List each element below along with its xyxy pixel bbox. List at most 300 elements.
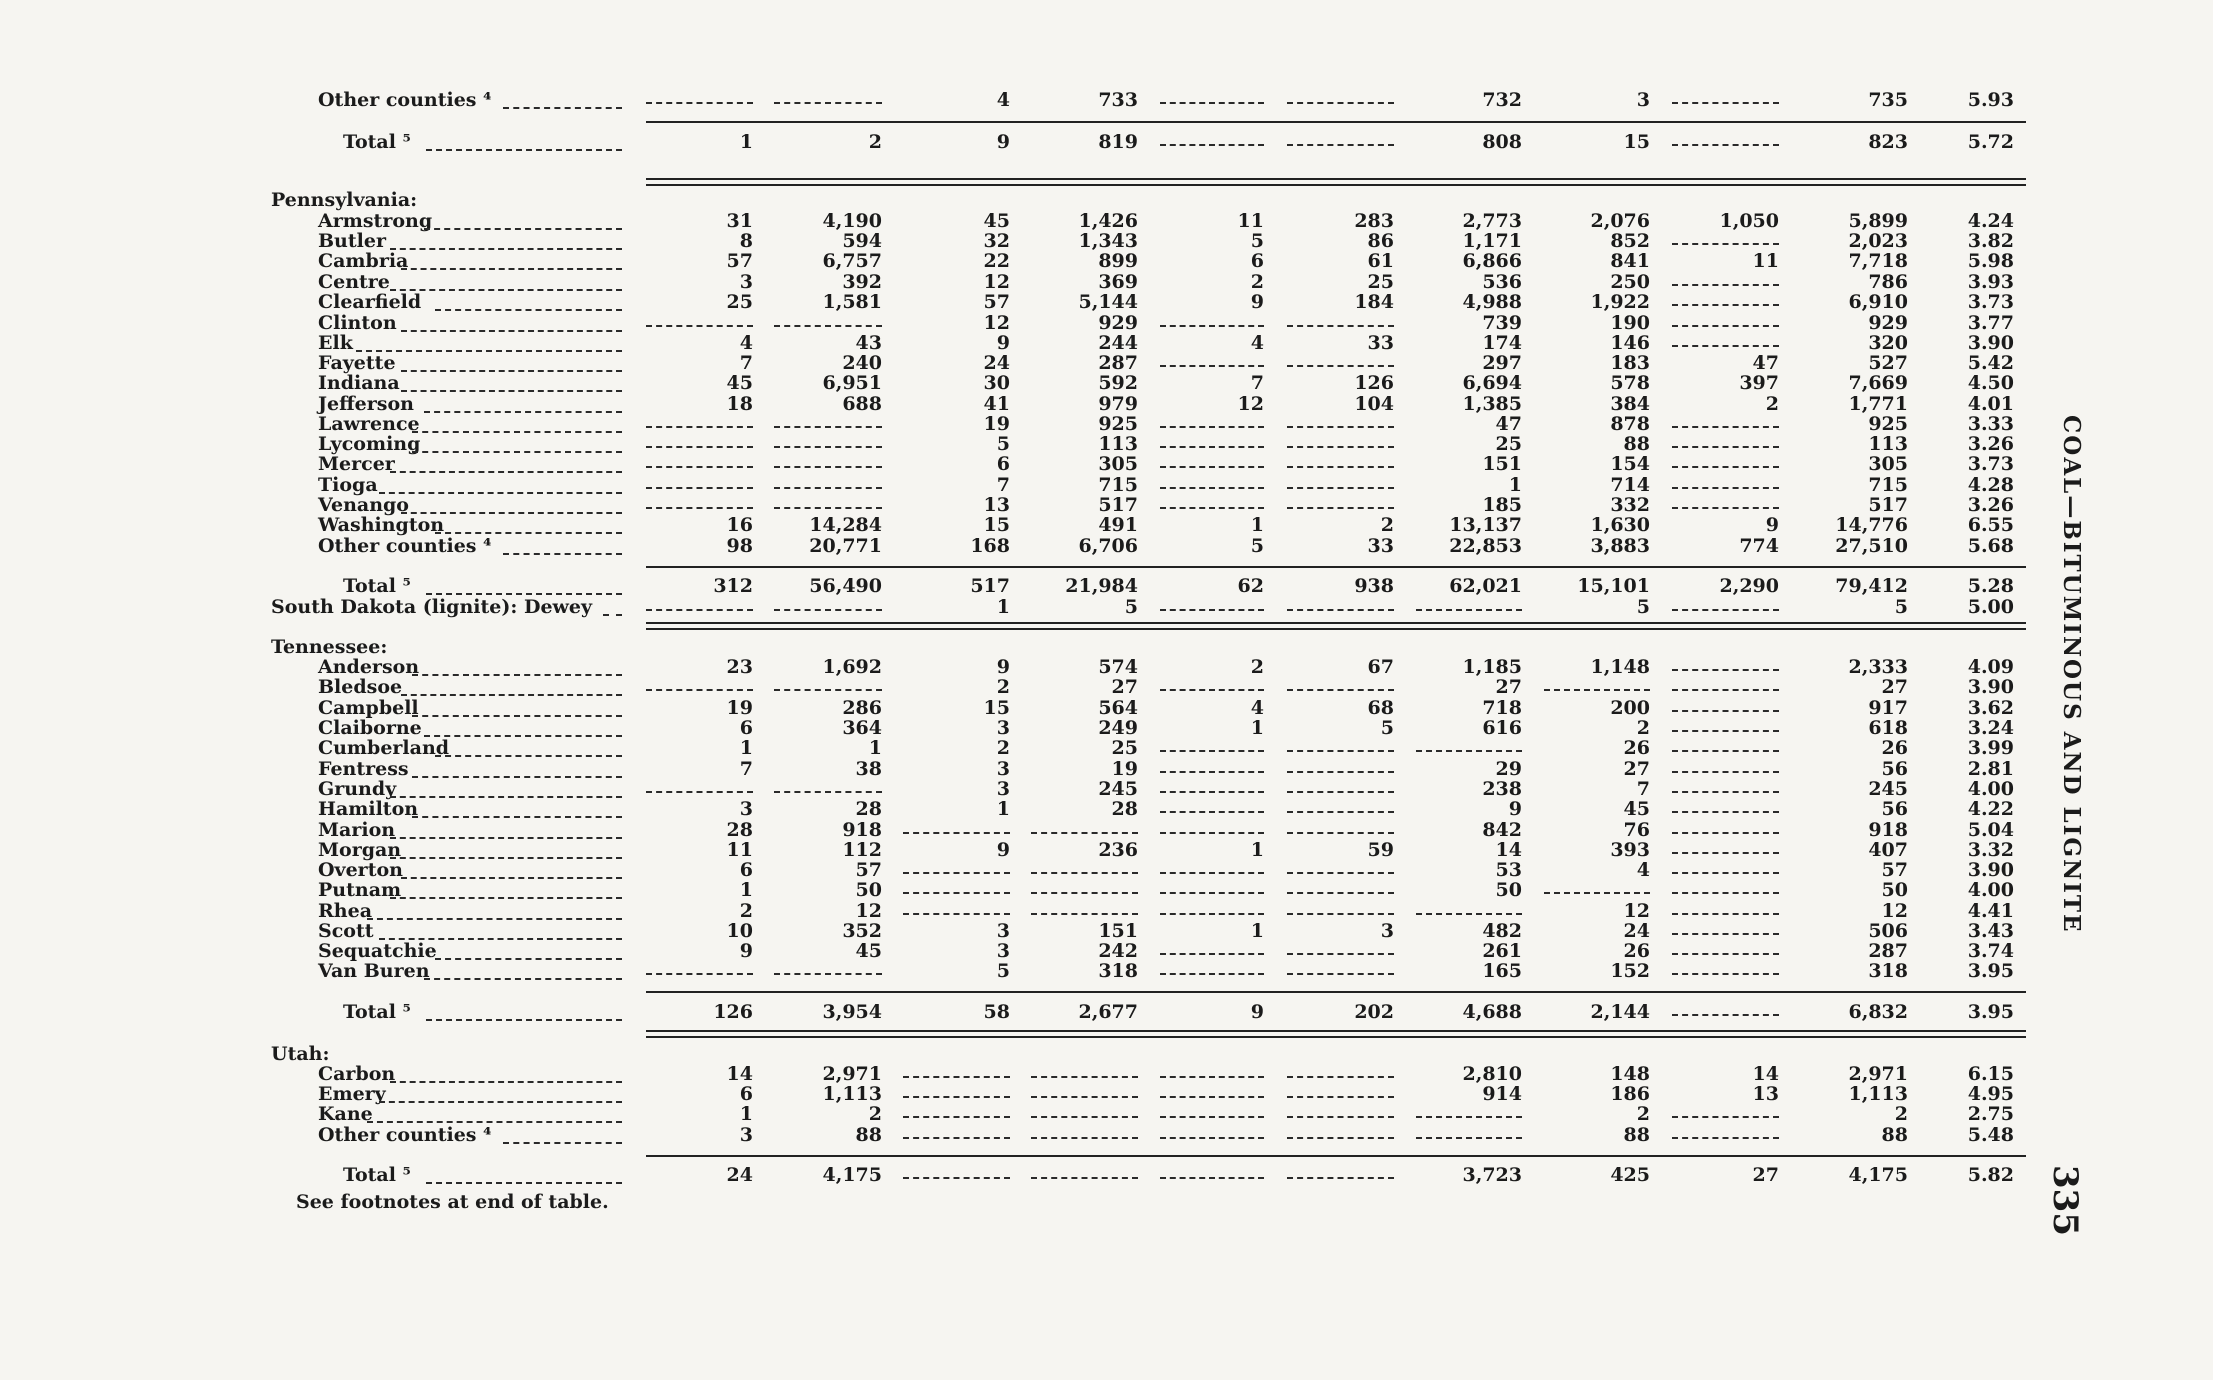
empty-cell-dash — [1287, 832, 1394, 834]
table-cell: 186 — [1610, 1083, 1650, 1105]
table-cell: 899 — [1098, 250, 1138, 272]
table-cell: 165 — [1482, 960, 1522, 982]
total-rule — [646, 566, 2026, 568]
leader-line — [503, 1142, 622, 1144]
table-cell: 4.28 — [1967, 474, 2014, 496]
empty-cell-dash — [1544, 689, 1650, 691]
table-cell: 2,290 — [1719, 575, 1779, 597]
table-cell: 938 — [1354, 575, 1394, 597]
table-cell: 13,137 — [1449, 514, 1522, 536]
leader-line — [367, 918, 622, 920]
leader-line — [390, 837, 622, 839]
table-cell: 9 — [996, 332, 1010, 354]
table-cell: 3.73 — [1967, 291, 2014, 313]
empty-cell-dash — [1287, 1177, 1394, 1179]
section-double-rule — [646, 178, 2026, 186]
table-cell: 14 — [1495, 839, 1522, 861]
empty-cell-dash — [1287, 507, 1394, 509]
table-cell: 4,175 — [1848, 1164, 1908, 1186]
section-double-rule — [646, 1030, 2026, 1038]
table-cell: 3.99 — [1967, 737, 2014, 759]
table-cell: 2 — [1250, 656, 1264, 678]
table-cell: 112 — [842, 839, 882, 861]
table-cell: 202 — [1354, 1001, 1394, 1023]
table-cell: 13 — [983, 494, 1010, 516]
empty-cell-dash — [903, 913, 1010, 915]
table-cell: 5 — [996, 960, 1010, 982]
table-cell: 4.24 — [1967, 210, 2014, 232]
empty-cell-dash — [1287, 689, 1394, 691]
table-cell: 5 — [1124, 596, 1138, 618]
table-cell: 43 — [855, 332, 882, 354]
table-cell: 56,490 — [809, 575, 882, 597]
empty-cell-dash — [1672, 1014, 1779, 1016]
table-cell: 774 — [1739, 535, 1779, 557]
table-cell: 5.00 — [1967, 596, 2014, 618]
table-cell: 2 — [1250, 271, 1264, 293]
table-cell: 9 — [996, 839, 1010, 861]
total-rule — [646, 121, 2026, 123]
empty-cell-dash — [1160, 102, 1264, 104]
table-cell: 6 — [996, 453, 1010, 475]
table-cell: 59 — [1367, 839, 1394, 861]
table-cell: 5.42 — [1967, 352, 2014, 374]
empty-cell-dash — [1160, 466, 1264, 468]
empty-cell-dash — [1287, 1116, 1394, 1118]
table-cell: 11 — [726, 839, 753, 861]
table-cell: 841 — [1610, 250, 1650, 272]
empty-cell-dash — [1672, 144, 1779, 146]
empty-cell-dash — [1672, 852, 1779, 854]
table-cell: 3 — [1636, 89, 1650, 111]
empty-cell-dash — [774, 102, 882, 104]
table-cell: 3 — [1380, 920, 1394, 942]
table-cell: 320 — [1868, 332, 1908, 354]
table-cell: 517 — [1098, 494, 1138, 516]
table-cell: 2 — [1380, 514, 1394, 536]
table-cell: 15 — [983, 514, 1010, 536]
row-label: Rhea — [318, 900, 373, 922]
row-label: Bledsoe — [318, 676, 403, 698]
table-cell: 4,190 — [822, 210, 882, 232]
table-cell: 9 — [996, 131, 1010, 153]
table-cell: 1,426 — [1078, 210, 1138, 232]
table-cell: 126 — [713, 1001, 753, 1023]
leader-line — [424, 411, 622, 413]
table-cell: 25 — [1111, 737, 1138, 759]
empty-cell-dash — [774, 325, 882, 327]
table-cell: 6 — [1250, 250, 1264, 272]
table-cell: 917 — [1868, 697, 1908, 719]
empty-cell-dash — [1672, 304, 1779, 306]
table-cell: 12 — [1881, 900, 1908, 922]
table-cell: 68 — [1367, 697, 1394, 719]
leader-line — [379, 492, 623, 494]
table-cell: 3.90 — [1967, 676, 2014, 698]
table-cell: 7 — [739, 758, 753, 780]
table-cell: 2 — [996, 737, 1010, 759]
table-cell: 6 — [739, 1083, 753, 1105]
table-cell: 2,677 — [1078, 1001, 1138, 1023]
table-cell: 536 — [1482, 271, 1522, 293]
table-cell: 2 — [1894, 1103, 1908, 1125]
empty-cell-dash — [1287, 892, 1394, 894]
empty-cell-dash — [1672, 243, 1779, 245]
table-cell: 618 — [1868, 717, 1908, 739]
table-cell: 53 — [1495, 859, 1522, 881]
table-cell: 1,050 — [1719, 210, 1779, 232]
table-cell: 57 — [983, 291, 1010, 313]
empty-cell-dash — [1672, 669, 1779, 671]
empty-cell-dash — [774, 973, 882, 975]
leader-line — [401, 268, 622, 270]
table-cell: 914 — [1482, 1083, 1522, 1105]
leader-line — [412, 816, 622, 818]
total-label: Total ⁵ — [343, 575, 411, 597]
empty-cell-dash — [1287, 446, 1394, 448]
empty-cell-dash — [646, 609, 753, 611]
empty-cell-dash — [1287, 811, 1394, 813]
table-cell: 1 — [996, 798, 1010, 820]
table-cell: 6,832 — [1848, 1001, 1908, 1023]
table-cell: 88 — [1623, 1124, 1650, 1146]
empty-cell-dash — [1031, 1177, 1138, 1179]
table-cell: 3.26 — [1967, 494, 2014, 516]
empty-cell-dash — [1031, 1076, 1138, 1078]
row-label: Hamilton — [318, 798, 419, 820]
table-cell: 24 — [983, 352, 1010, 374]
table-cell: 1,581 — [822, 291, 882, 313]
leader-line — [401, 330, 622, 332]
table-cell: 261 — [1482, 940, 1522, 962]
table-cell: 732 — [1482, 89, 1522, 111]
table-cell: 369 — [1098, 271, 1138, 293]
table-cell: 126 — [1354, 372, 1394, 394]
empty-cell-dash — [1031, 913, 1138, 915]
table-cell: 151 — [1098, 920, 1138, 942]
row-label: Putnam — [318, 879, 402, 901]
table-cell: 407 — [1868, 839, 1908, 861]
table-cell: 1,630 — [1590, 514, 1650, 536]
table-cell: 6 — [739, 859, 753, 881]
empty-cell-dash — [1672, 487, 1779, 489]
empty-cell-dash — [1287, 1137, 1394, 1139]
table-cell: 925 — [1098, 413, 1138, 435]
table-cell: 979 — [1098, 393, 1138, 415]
table-cell: 50 — [1881, 879, 1908, 901]
table-cell: 19 — [726, 697, 753, 719]
row-label: Tioga — [318, 474, 378, 496]
empty-cell-dash — [1160, 689, 1264, 691]
table-cell: 7 — [996, 474, 1010, 496]
running-head: COAL—BITUMINOUS AND LIGNITE — [2058, 415, 2085, 934]
table-cell: 2 — [868, 1103, 882, 1125]
table-cell: 14 — [726, 1063, 753, 1085]
total-label: Total ⁵ — [343, 131, 411, 153]
table-cell: 88 — [1881, 1124, 1908, 1146]
table-cell: 61 — [1367, 250, 1394, 272]
table-cell: 715 — [1868, 474, 1908, 496]
table-cell: 1,171 — [1462, 230, 1522, 252]
table-cell: 5 — [1636, 596, 1650, 618]
empty-cell-dash — [1672, 872, 1779, 874]
table-cell: 245 — [1098, 778, 1138, 800]
empty-cell-dash — [646, 487, 753, 489]
empty-cell-dash — [1287, 913, 1394, 915]
table-cell: 148 — [1610, 1063, 1650, 1085]
empty-cell-dash — [774, 487, 882, 489]
leader-line — [426, 1019, 622, 1021]
table-cell: 3.43 — [1967, 920, 2014, 942]
table-cell: 4 — [1250, 697, 1264, 719]
table-cell: 352 — [842, 920, 882, 942]
table-cell: 4,175 — [822, 1164, 882, 1186]
table-cell: 33 — [1367, 535, 1394, 557]
empty-cell-dash — [774, 466, 882, 468]
table-cell: 2 — [1765, 393, 1779, 415]
table-cell: 564 — [1098, 697, 1138, 719]
row-label: Grundy — [318, 778, 397, 800]
table-cell: 27 — [1495, 676, 1522, 698]
table-cell: 517 — [1868, 494, 1908, 516]
table-cell: 4,688 — [1462, 1001, 1522, 1023]
empty-cell-dash — [1160, 609, 1264, 611]
table-cell: 9 — [1250, 291, 1264, 313]
table-cell: 5,899 — [1848, 210, 1908, 232]
table-cell: 88 — [855, 1124, 882, 1146]
table-cell: 506 — [1868, 920, 1908, 942]
empty-cell-dash — [774, 507, 882, 509]
table-cell: 6,706 — [1078, 535, 1138, 557]
empty-cell-dash — [1287, 325, 1394, 327]
table-cell: 594 — [842, 230, 882, 252]
table-cell: 929 — [1098, 312, 1138, 334]
table-cell: 718 — [1482, 697, 1522, 719]
leader-line — [401, 694, 622, 696]
table-cell: 104 — [1354, 393, 1394, 415]
table-cell: 2 — [868, 131, 882, 153]
empty-cell-dash — [1160, 1177, 1264, 1179]
table-cell: 9 — [996, 656, 1010, 678]
empty-cell-dash — [1287, 102, 1394, 104]
table-cell: 3.95 — [1967, 1001, 2014, 1023]
empty-cell-dash — [1544, 892, 1650, 894]
table-cell: 26 — [1881, 737, 1908, 759]
row-label: Carbon — [318, 1063, 396, 1085]
row-label: Emery — [318, 1083, 386, 1105]
empty-cell-dash — [1160, 507, 1264, 509]
empty-cell-dash — [646, 426, 753, 428]
table-cell: 113 — [1868, 433, 1908, 455]
table-cell: 1,185 — [1462, 656, 1522, 678]
table-cell: 312 — [713, 575, 753, 597]
leader-line — [390, 289, 622, 291]
section-double-rule — [646, 622, 2026, 630]
table-cell: 184 — [1354, 291, 1394, 313]
empty-cell-dash — [1416, 750, 1522, 752]
table-cell: 41 — [983, 393, 1010, 415]
table-cell: 1 — [739, 131, 753, 153]
table-cell: 6,694 — [1462, 372, 1522, 394]
table-cell: 200 — [1610, 697, 1650, 719]
empty-cell-dash — [774, 426, 882, 428]
table-cell: 4,988 — [1462, 291, 1522, 313]
row-label: South Dakota (lignite): Dewey — [271, 596, 593, 618]
table-cell: 45 — [726, 372, 753, 394]
table-cell: 9 — [1250, 1001, 1264, 1023]
table-cell: 24 — [1623, 920, 1650, 942]
state-heading: Utah: — [271, 1043, 330, 1065]
table-cell: 6,866 — [1462, 250, 1522, 272]
table-cell: 11 — [1237, 210, 1264, 232]
row-label: Scott — [318, 920, 374, 942]
table-cell: 9 — [1508, 798, 1522, 820]
table-cell: 22,853 — [1449, 535, 1522, 557]
table-cell: 2,971 — [1848, 1063, 1908, 1085]
table-cell: 918 — [1868, 819, 1908, 841]
table-cell: 250 — [1610, 271, 1650, 293]
table-cell: 3,954 — [822, 1001, 882, 1023]
table-cell: 2.75 — [1967, 1103, 2014, 1125]
table-cell: 3 — [739, 798, 753, 820]
empty-cell-dash — [1416, 1116, 1522, 1118]
table-cell: 174 — [1482, 332, 1522, 354]
leader-line — [603, 614, 622, 616]
leader-line — [401, 877, 622, 879]
leader-line — [401, 370, 622, 372]
table-cell: 185 — [1482, 494, 1522, 516]
empty-cell-dash — [1031, 1137, 1138, 1139]
table-cell: 98 — [726, 535, 753, 557]
empty-cell-dash — [1672, 750, 1779, 752]
table-cell: 9 — [739, 940, 753, 962]
leader-line — [503, 107, 622, 109]
table-cell: 25 — [1495, 433, 1522, 455]
table-cell: 2,333 — [1848, 656, 1908, 678]
empty-cell-dash — [1672, 284, 1779, 286]
row-label: Armstrong — [318, 210, 433, 232]
table-cell: 823 — [1868, 131, 1908, 153]
empty-cell-dash — [903, 872, 1010, 874]
leader-line — [424, 735, 622, 737]
table-cell: 929 — [1868, 312, 1908, 334]
table-cell: 5.04 — [1967, 819, 2014, 841]
empty-cell-dash — [1672, 446, 1779, 448]
table-cell: 4.09 — [1967, 656, 2014, 678]
empty-cell-dash — [1160, 750, 1264, 752]
empty-cell-dash — [1160, 973, 1264, 975]
table-cell: 45 — [983, 210, 1010, 232]
table-cell: 183 — [1610, 352, 1650, 374]
leader-line — [435, 755, 622, 757]
table-cell: 5 — [996, 433, 1010, 455]
empty-cell-dash — [646, 689, 753, 691]
row-label: Lawrence — [318, 413, 420, 435]
table-cell: 240 — [842, 352, 882, 374]
empty-cell-dash — [1160, 446, 1264, 448]
table-cell: 3,723 — [1462, 1164, 1522, 1186]
table-cell: 491 — [1098, 514, 1138, 536]
table-cell: 18 — [726, 393, 753, 415]
footnote-reference: See footnotes at end of table. — [296, 1191, 609, 1213]
table-cell: 1 — [739, 737, 753, 759]
table-cell: 7 — [1250, 372, 1264, 394]
table-cell: 3 — [996, 778, 1010, 800]
table-cell: 29 — [1495, 758, 1522, 780]
table-cell: 14 — [1752, 1063, 1779, 1085]
row-label: Fentress — [318, 758, 409, 780]
table-cell: 56 — [1881, 758, 1908, 780]
table-cell: 2 — [996, 676, 1010, 698]
row-label: Sequatchie — [318, 940, 437, 962]
table-cell: 5 — [1250, 535, 1264, 557]
table-cell: 15 — [1623, 131, 1650, 153]
row-label: Indiana — [318, 372, 400, 394]
empty-cell-dash — [646, 973, 753, 975]
table-cell: 12 — [1623, 900, 1650, 922]
empty-cell-dash — [1416, 1137, 1522, 1139]
leader-line — [412, 776, 622, 778]
empty-cell-dash — [1672, 609, 1779, 611]
table-cell: 527 — [1868, 352, 1908, 374]
empty-cell-dash — [1287, 771, 1394, 773]
table-cell: 878 — [1610, 413, 1650, 435]
row-label: Lycoming — [318, 433, 421, 455]
table-cell: 786 — [1868, 271, 1908, 293]
state-heading: Tennessee: — [271, 636, 388, 658]
table-cell: 238 — [1482, 778, 1522, 800]
table-cell: 1 — [739, 879, 753, 901]
table-cell: 25 — [726, 291, 753, 313]
leader-line — [503, 553, 622, 555]
table-cell: 3.33 — [1967, 413, 2014, 435]
table-cell: 305 — [1868, 453, 1908, 475]
table-cell: 14,776 — [1835, 514, 1908, 536]
table-cell: 62,021 — [1449, 575, 1522, 597]
table-cell: 28 — [1111, 798, 1138, 820]
row-label: Clinton — [318, 312, 397, 334]
table-cell: 5.82 — [1967, 1164, 2014, 1186]
empty-cell-dash — [1672, 973, 1779, 975]
leader-line — [412, 431, 622, 433]
table-cell: 154 — [1610, 453, 1650, 475]
table-cell: 5 — [1380, 717, 1394, 739]
empty-cell-dash — [1287, 365, 1394, 367]
empty-cell-dash — [774, 791, 882, 793]
table-cell: 1 — [1250, 717, 1264, 739]
table-cell: 1,113 — [822, 1083, 882, 1105]
table-cell: 3.32 — [1967, 839, 2014, 861]
leader-line — [390, 857, 622, 859]
table-cell: 6 — [739, 717, 753, 739]
empty-cell-dash — [1031, 872, 1138, 874]
table-cell: 38 — [855, 758, 882, 780]
empty-cell-dash — [1672, 771, 1779, 773]
table-cell: 57 — [726, 250, 753, 272]
table-cell: 5.28 — [1967, 575, 2014, 597]
empty-cell-dash — [1160, 325, 1264, 327]
row-label: Centre — [318, 271, 390, 293]
empty-cell-dash — [1287, 953, 1394, 955]
table-cell: 1 — [868, 737, 882, 759]
empty-cell-dash — [1160, 1137, 1264, 1139]
row-label: Anderson — [318, 656, 420, 678]
table-cell: 2,144 — [1590, 1001, 1650, 1023]
table-cell: 1 — [1508, 474, 1522, 496]
empty-cell-dash — [1672, 345, 1779, 347]
table-cell: 3.90 — [1967, 859, 2014, 881]
table-cell: 392 — [842, 271, 882, 293]
